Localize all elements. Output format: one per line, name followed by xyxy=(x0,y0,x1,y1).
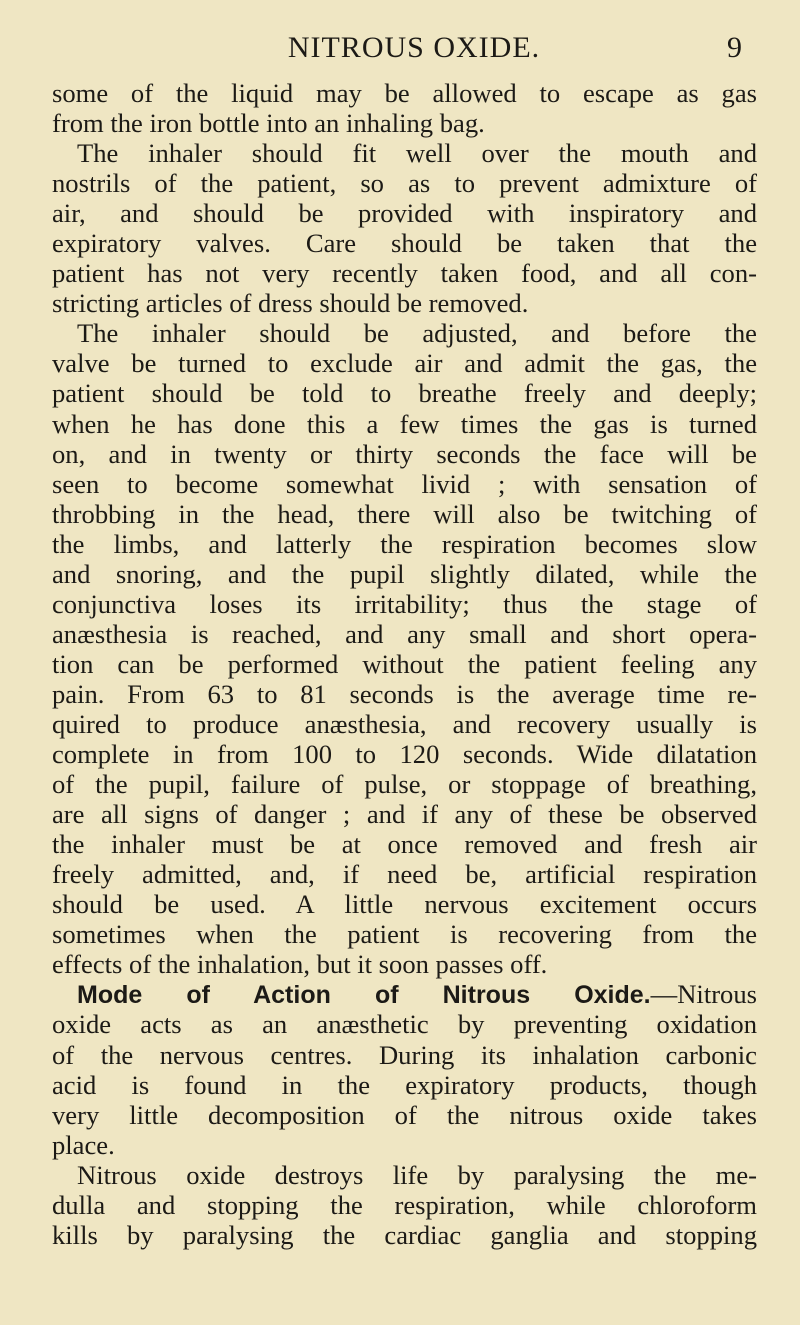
text-line: effects of the inhalation, but it soon passes off. xyxy=(52,949,548,980)
text-line: The inhaler should fit well over the mouth and xyxy=(77,138,757,169)
text-line: The inhaler should be adjusted, and before the xyxy=(77,318,757,349)
text-line: expiratory valves. Care should be taken that the xyxy=(52,228,757,259)
text-line: anæsthesia is reached, and any small and short opera- xyxy=(52,618,757,649)
text-line: when he has done this a few times the gas is turned xyxy=(52,408,757,439)
text-line: are all signs of danger ; and if any of these be observed xyxy=(52,799,757,830)
section-heading: Mode of Action of Nitrous Oxide. xyxy=(77,981,651,1010)
heading-line-rest: —Nitrous xyxy=(650,979,757,1010)
text-line: from the iron bottle into an inhaling bag. xyxy=(52,108,485,139)
text-line: seen to become somewhat livid ; with sensation of xyxy=(52,468,757,499)
text-line: quired to produce anæsthesia, and recovery usually is xyxy=(52,708,757,739)
section-heading-line xyxy=(52,979,757,1009)
text-line: very little decomposition of the nitrous oxide takes xyxy=(52,1099,757,1130)
text-line: the limbs, and latterly the respiration becomes slow xyxy=(52,528,757,559)
text-line: freely admitted, and, if need be, artificial respiration xyxy=(52,859,757,890)
text-line: of the nervous centres. During its inhalation carbonic xyxy=(52,1039,757,1070)
page-number: 9 xyxy=(727,31,742,64)
text-line: throbbing in the head, there will also be twitching of xyxy=(52,498,757,529)
text-line: Nitrous oxide destroys life by paralysing the me- xyxy=(77,1159,757,1190)
text-line: valve be turned to exclude air and admit the gas, the xyxy=(52,348,757,379)
text-line: and snoring, and the pupil slightly dilated, while the xyxy=(52,558,757,589)
text-line: stricting articles of dress should be removed. xyxy=(52,288,529,319)
text-line: sometimes when the patient is recovering from the xyxy=(52,919,757,950)
text-line: on, and in twenty or thirty seconds the face will be xyxy=(52,438,757,469)
text-line: the inhaler must be at once removed and fresh air xyxy=(52,829,757,860)
text-line: should be used. A little nervous excitement occurs xyxy=(52,889,757,920)
running-title: NITROUS OXIDE. xyxy=(287,31,541,64)
text-line: dulla and stopping the respiration, while chloroform xyxy=(52,1189,757,1220)
text-line: conjunctiva loses its irritability; thus the stage of xyxy=(52,588,757,619)
text-line: tion can be performed without the patient feeling any xyxy=(52,648,757,679)
text-line: pain. From 63 to 81 seconds is the average time re- xyxy=(52,678,757,709)
text-line: oxide acts as an anæsthetic by preventing oxidation xyxy=(52,1009,757,1040)
text-line: of the pupil, failure of pulse, or stoppage of breathing, xyxy=(52,769,757,800)
text-line: kills by paralysing the cardiac ganglia and stopping xyxy=(52,1219,757,1250)
text-line: patient has not very recently taken food, and all con- xyxy=(52,258,757,289)
running-head xyxy=(58,28,770,68)
text-line: some of the liquid may be allowed to escape as gas xyxy=(52,78,757,108)
text-line: air, and should be provided with inspiratory and xyxy=(52,198,757,229)
text-line: complete in from 100 to 120 seconds. Wide dilatation xyxy=(52,739,757,770)
text-line: nostrils of the patient, so as to prevent admixture of xyxy=(52,168,757,199)
text-line: acid is found in the expiratory products, though xyxy=(52,1069,757,1100)
text-line: place. xyxy=(52,1129,115,1160)
text-line: patient should be told to breathe freely and deeply; xyxy=(52,378,757,409)
body-text xyxy=(52,78,757,1250)
